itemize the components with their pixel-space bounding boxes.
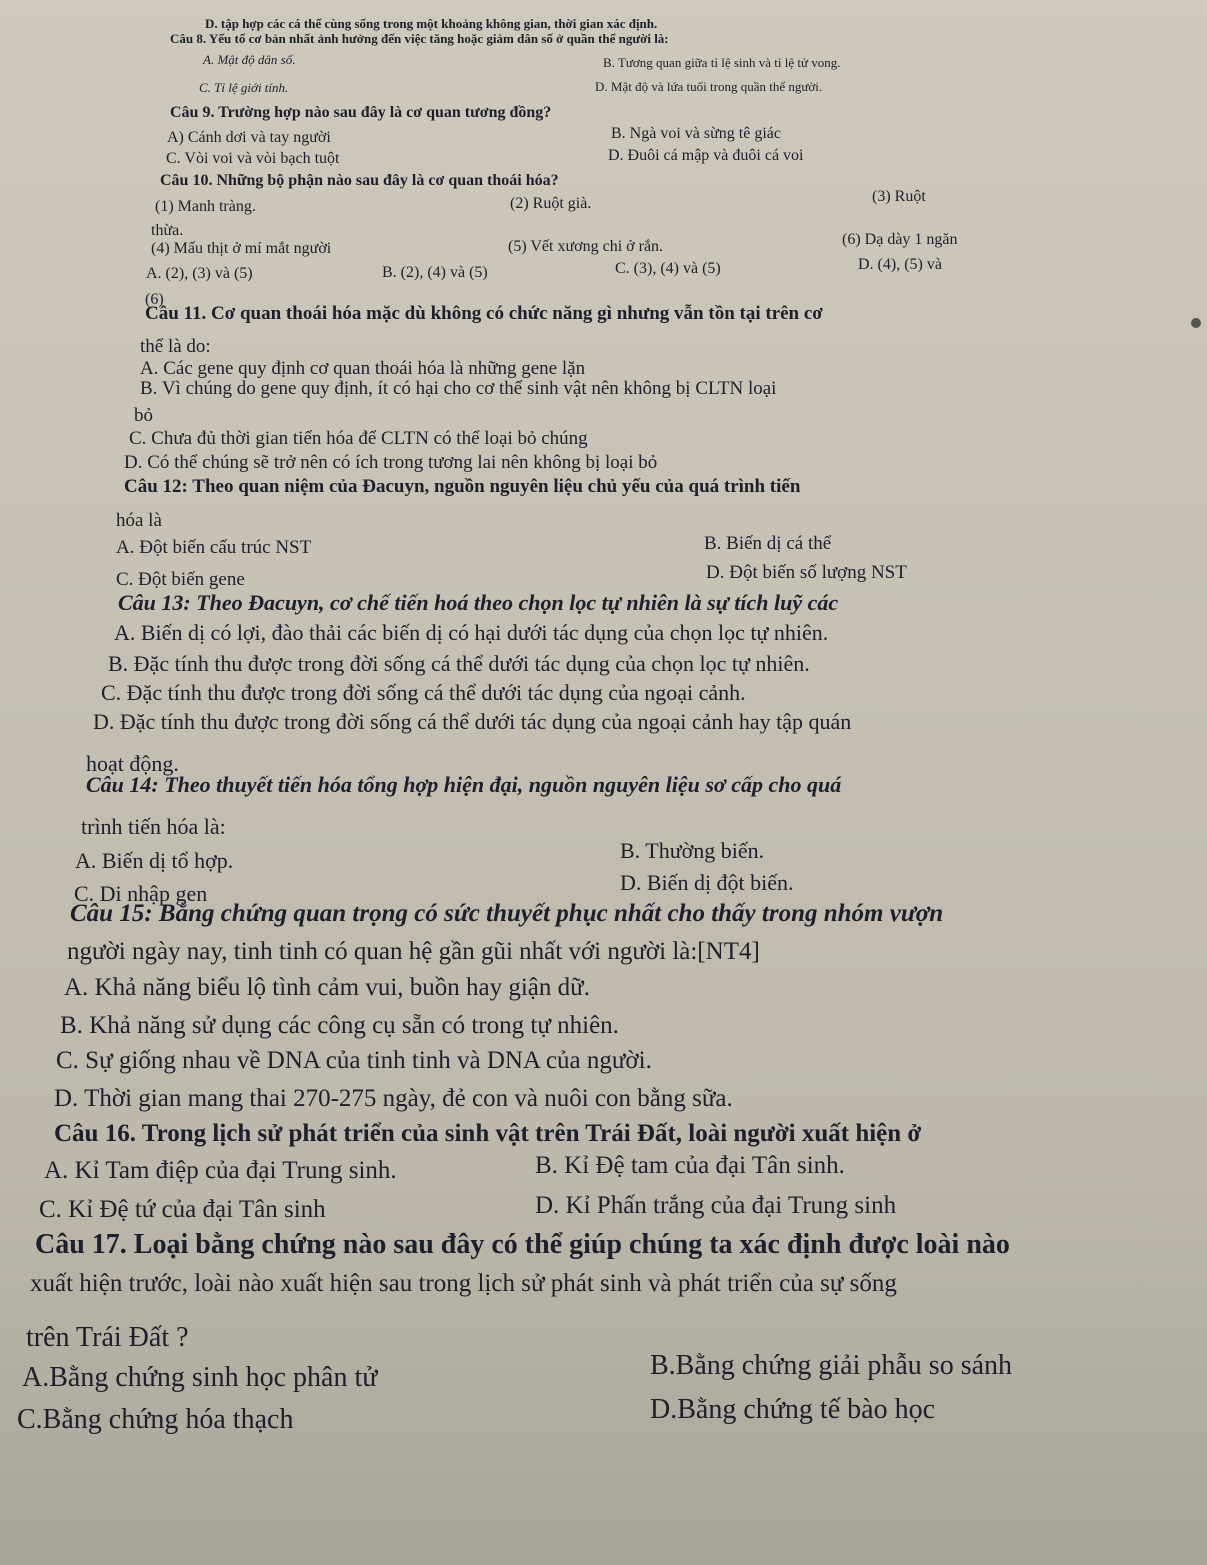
q12-option-a: A. Đột biến cấu trúc NST (116, 537, 312, 558)
q13-option-b: B. Đặc tính thu được trong đời sống cá thể dưới tác dụng của chọn lọc tự nhiên. (108, 651, 810, 676)
line-q7-option-d: D. tập hợp các cá thể cùng sống trong một khoảng không gian, thời gian xác định. (205, 16, 658, 31)
margin-dot (1191, 318, 1201, 328)
q9-option-c: C. Vòi voi và vòi bạch tuột (166, 150, 340, 167)
q11-option-b: B. Vì chúng do gene quy định, ít có hại cho cơ thể sinh vật nên không bị CLTN loại (140, 378, 777, 399)
question-14-cont: trình tiến hóa là: (81, 814, 226, 839)
q17-option-a: A.Bằng chứng sinh học phân tử (22, 1362, 378, 1393)
q10-option-c: C. (3), (4) và (5) (615, 260, 721, 277)
question-10: Câu 10. Những bộ phận nào sau đây là cơ quan thoái hóa? (160, 172, 559, 189)
q8-option-b: B. Tương quan giữa tỉ lệ sinh và tỉ lệ tử vong. (603, 55, 841, 70)
q13-option-a: A. Biến dị có lợi, đào thải các biến dị có hại dưới tác dụng của chọn lọc tự nhiên. (114, 620, 829, 645)
question-16: Câu 16. Trong lịch sử phát triển của sinh vật trên Trái Đất, loài người xuất hiện ở (54, 1120, 922, 1147)
q11-option-b-cont: bỏ (134, 405, 153, 426)
q8-option-a: A. Mật độ dân số. (203, 52, 296, 67)
q8-option-c: C. Tỉ lệ giới tính. (199, 80, 289, 95)
q17-option-c: C.Bằng chứng hóa thạch (17, 1404, 294, 1435)
q16-option-d: D. Kỉ Phấn trắng của đại Trung sinh (535, 1192, 897, 1219)
q12-option-d: D. Đột biến số lượng NST (706, 562, 907, 583)
q16-option-c: C. Kỉ Đệ tứ của đại Tân sinh (39, 1196, 326, 1223)
question-12-cont: hóa là (116, 510, 162, 531)
question-17-cont: xuất hiện trước, loài nào xuất hiện sau trong lịch sử phát sinh và phát triển của sự sống (30, 1270, 897, 1297)
q13-option-d-cont: hoạt động. (86, 751, 179, 776)
question-11: Câu 11. Cơ quan thoái hóa mặc dù không có chức năng gì nhưng vẫn tồn tại trên cơ (145, 303, 823, 324)
q10-option-d-cont: (6) (145, 291, 164, 308)
q11-option-c: C. Chưa đủ thời gian tiến hóa để CLTN có thể loại bỏ chúng (129, 428, 588, 449)
q10-option-a: A. (2), (3) và (5) (146, 265, 253, 282)
q14-option-c: C. Di nhập gen (74, 881, 208, 906)
q12-option-b: B. Biến dị cá thể (704, 533, 832, 554)
q10-item-3-cont: thừa. (151, 222, 184, 239)
q14-option-a: A. Biến dị tổ hợp. (75, 848, 234, 873)
question-13: Câu 13: Theo Đacuyn, cơ chế tiến hoá theo chọn lọc tự nhiên là sự tích luỹ các (118, 590, 839, 615)
q14-option-b: B. Thường biến. (620, 838, 765, 863)
q10-item-6: (6) Dạ dày 1 ngăn (842, 231, 958, 248)
question-15: Câu 15: Bằng chứng quan trọng có sức thuyết phục nhất cho thấy trong nhóm vượn (70, 900, 944, 927)
q9-option-b: B. Ngà voi và sừng tê giác (611, 125, 781, 142)
q10-option-d: D. (4), (5) và (858, 256, 942, 273)
q15-option-b: B. Khả năng sử dụng các công cụ sẵn có trong tự nhiên. (60, 1012, 619, 1039)
q13-option-c: C. Đặc tính thu được trong đời sống cá thể dưới tác dụng của ngoại cảnh. (101, 680, 746, 705)
q10-item-2: (2) Ruột già. (510, 195, 592, 212)
question-11-cont: thể là do: (140, 336, 211, 357)
q9-option-a: A) Cánh dơi và tay người (167, 129, 331, 146)
q12-option-c: C. Đột biến gene (116, 569, 245, 590)
q11-option-d: D. Có thể chúng sẽ trở nên có ích trong tương lai nên không bị loại bỏ (124, 452, 658, 473)
q14-option-d: D. Biến dị đột biến. (620, 870, 794, 895)
question-14: Câu 14: Theo thuyết tiến hóa tổng hợp hiện đại, nguồn nguyên liệu sơ cấp cho quá (86, 772, 842, 797)
q13-option-d: D. Đặc tính thu được trong đời sống cá thể dưới tác dụng của ngoại cảnh hay tập quán (93, 709, 852, 734)
question-17: Câu 17. Loại bằng chứng nào sau đây có thể giúp chúng ta xác định được loài nào (35, 1229, 1010, 1260)
q8-option-d: D. Mật độ và lứa tuổi trong quần thể người. (595, 79, 823, 94)
question-9: Câu 9. Trường hợp nào sau đây là cơ quan tương đồng? (170, 104, 552, 121)
q10-item-4: (4) Mấu thịt ở mí mắt người (151, 240, 332, 257)
question-17-cont2: trên Trái Đất ? (26, 1322, 189, 1353)
question-15-cont: người ngày nay, tinh tinh có quan hệ gần gũi nhất với người là:[NT4] (67, 938, 760, 965)
q15-option-a: A. Khả năng biểu lộ tình cảm vui, buồn hay giận dữ. (64, 974, 590, 1001)
q10-option-b: B. (2), (4) và (5) (382, 264, 488, 281)
q11-option-a: A. Các gene quy định cơ quan thoái hóa là những gene lặn (140, 358, 586, 379)
q10-item-1: (1) Manh tràng. (155, 198, 256, 215)
q16-option-a: A. Kỉ Tam điệp của đại Trung sinh. (44, 1157, 397, 1184)
q15-option-d: D. Thời gian mang thai 270-275 ngày, đẻ con và nuôi con bằng sữa. (54, 1085, 733, 1112)
q17-option-b: B.Bằng chứng giải phẫu so sánh (650, 1350, 1013, 1381)
q16-option-b: B. Kỉ Đệ tam của đại Tân sinh. (535, 1152, 845, 1179)
q10-item-5: (5) Vết xương chi ở rắn. (508, 238, 664, 255)
q17-option-d: D.Bằng chứng tế bào học (650, 1394, 935, 1425)
q15-option-c: C. Sự giống nhau về DNA của tinh tinh và DNA của người. (56, 1047, 652, 1074)
q10-item-3: (3) Ruột (872, 188, 926, 205)
q9-option-d: D. Đuôi cá mập và đuôi cá voi (608, 147, 804, 164)
question-8: Câu 8. Yếu tố cơ bản nhất ảnh hưởng đến việc tăng hoặc giảm dân số ở quần thể người là: (170, 31, 669, 46)
question-12: Câu 12: Theo quan niệm của Đacuyn, nguồn nguyên liệu chủ yếu của quá trình tiến (124, 476, 801, 497)
